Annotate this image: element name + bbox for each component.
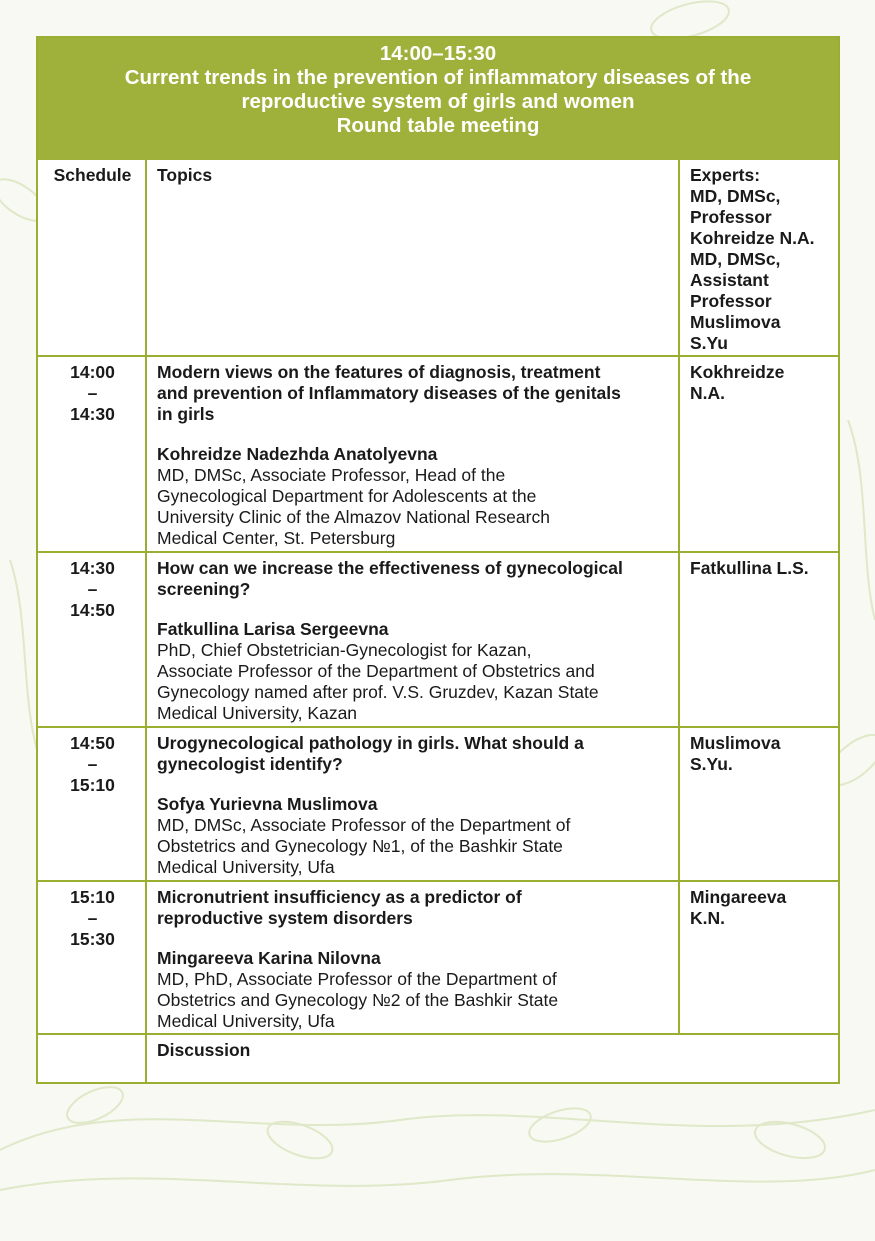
talk-title: Micronutrient insufficiency as a predictor of reproductive system disorders <box>157 887 522 928</box>
session-topic-cell <box>146 727 679 881</box>
schedule-column-header: Schedule <box>38 160 146 356</box>
session-expert-cell: Mingareeva K.N. <box>679 881 838 1034</box>
session-banner <box>38 38 838 160</box>
speaker-name: Sofya Yurievna Muslimova <box>157 794 378 814</box>
session-time-cell: 14:00 – 14:30 <box>38 356 146 552</box>
session-time-cell: 15:10 – 15:30 <box>38 881 146 1034</box>
speaker-name: Fatkullina Larisa Sergeevna <box>157 619 389 639</box>
program-block <box>36 36 840 1084</box>
schedule-table <box>38 160 838 1082</box>
speaker-affiliation: MD, DMSc, Associate Professor of the Department of Obstetrics and Gynecology №1, of the Bashkir State Medical University, Ufa <box>157 815 571 877</box>
discussion-label: Discussion <box>146 1034 838 1082</box>
session-row <box>38 552 838 727</box>
session-row <box>38 881 838 1034</box>
session-expert-cell: Kokhreidze N.A. <box>679 356 838 552</box>
session-title-line-1: Current trends in the prevention of inflammatory diseases of the <box>124 66 752 89</box>
table-header-row <box>38 160 838 356</box>
talk-title: How can we increase the effectiveness of gynecological screening? <box>157 558 623 599</box>
session-time: 14:00–15:30 <box>379 42 497 65</box>
session-row <box>38 356 838 552</box>
talk-title: Urogynecological pathology in girls. What should a gynecologist identify? <box>157 733 584 774</box>
session-time-cell: 14:30 – 14:50 <box>38 552 146 727</box>
speaker-name: Mingareeva Karina Nilovna <box>157 948 381 968</box>
speaker-affiliation: MD, PhD, Associate Professor of the Department of Obstetrics and Gynecology №2 of the Bashkir State Medical University, Ufa <box>157 969 559 1031</box>
discussion-time-cell <box>38 1034 146 1082</box>
talk-title: Modern views on the features of diagnosis, treatment and prevention of Inflammatory diseases of the genitals in girls <box>157 362 621 424</box>
speaker-name: Kohreidze Nadezhda Anatolyevna <box>157 444 438 464</box>
session-time-cell: 14:50 – 15:10 <box>38 727 146 881</box>
speaker-affiliation: MD, DMSc, Associate Professor, Head of the Gynecological Department for Adolescents at the University Clinic of the Almazov National Research Medical Center, St. Petersburg <box>157 465 550 548</box>
speaker-affiliation: PhD, Chief Obstetrician-Gynecologist for Kazan, Associate Professor of the Department of Obstetrics and Gynecology named after prof. V.S. Gruzdev, Kazan State Medical University, Kazan <box>157 640 599 723</box>
topics-column-header: Topics <box>146 160 679 356</box>
session-topic-cell <box>146 356 679 552</box>
session-expert-cell: Muslimova S.Yu. <box>679 727 838 881</box>
session-topic-cell <box>146 881 679 1034</box>
session-row <box>38 727 838 881</box>
session-expert-cell: Fatkullina L.S. <box>679 552 838 727</box>
session-topic-cell <box>146 552 679 727</box>
session-format: Round table meeting <box>336 114 540 137</box>
discussion-row <box>38 1034 838 1082</box>
session-title-line-2: reproductive system of girls and women <box>241 90 635 113</box>
experts-column-header: Experts: MD, DMSc, Professor Kohreidze N.A. MD, DMSc, Assistant Professor Muslimova S.Yu <box>679 160 838 356</box>
